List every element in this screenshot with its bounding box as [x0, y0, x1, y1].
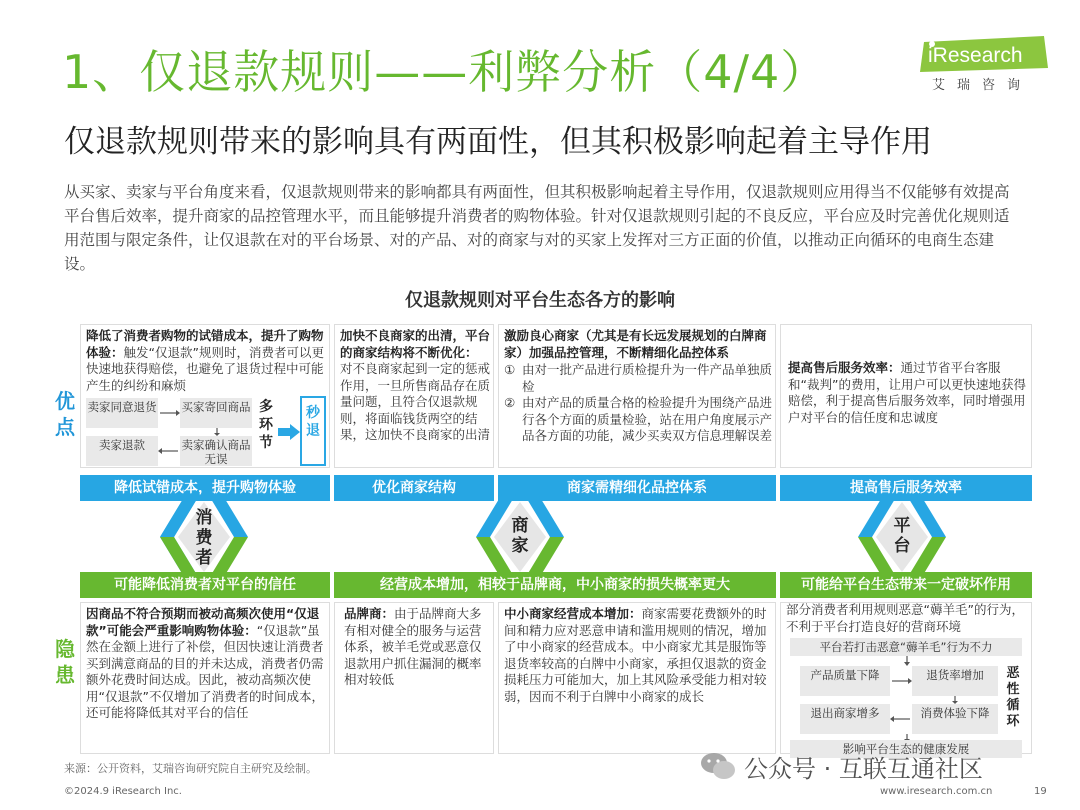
- pros-merchant-a-text: [340, 328, 490, 444]
- logo-subtitle: 艾瑞咨询: [932, 78, 1033, 93]
- cons-label: 隐患: [55, 637, 75, 687]
- role-merchant: 商家: [511, 516, 529, 556]
- pros-bar-merchant-quality: 商家需精细化品控体系: [498, 475, 776, 501]
- logo-text: iResearch: [928, 44, 1023, 67]
- instant-refund-badge: 秒退: [300, 396, 326, 466]
- down-arrow-icon: [902, 656, 912, 666]
- platform-risk-banner: 平台若打击恶意“薅羊毛”行为不力: [790, 638, 1022, 656]
- copyright: ©2024.9 iResearch Inc.: [64, 786, 182, 797]
- pros-merchant-a-body: 对不良商家起到一定的惩戒作用，一旦所售商品存在质量问题，且符合仅退款规则，将面临钱货两空的结果，这加快不良商家的出清: [340, 361, 491, 442]
- pros-platform-body: 通过节省平台客服和“裁判”的费用，让用户可以更快速地获得赔偿，利于提高售后服务效率，同时增强用户对平台的信任度和忠诚度: [788, 360, 1026, 425]
- diagram-box-seller-agree: 卖家同意退货: [86, 398, 158, 428]
- watermark-text: 公众号 · 互联互通社区: [744, 754, 983, 783]
- diagram-box-seller-refund: 卖家退款: [86, 436, 158, 466]
- pros-consumer-text: [86, 328, 324, 394]
- arrow-right-icon: [278, 424, 300, 440]
- cycle-box-quality-decline: 产品质量下降: [800, 666, 890, 696]
- cons-bar-consumer: 可能降低消费者对平台的信任: [80, 572, 330, 598]
- cons-sme-text: [504, 606, 770, 705]
- figure-title: 仅退款规则对平台生态各方的影响: [405, 290, 675, 311]
- pros-consumer-body: 触发“仅退款”规则时，消费者可以更快速地获得赔偿，也避免了退货过程中可能产生的纠纷和麻烦: [86, 344, 324, 393]
- diagram-box-seller-confirm: 卖家确认商品无误: [181, 438, 251, 466]
- pros-label: 优点: [55, 389, 75, 439]
- cycle-box-merchant-exit: 退出商家增多: [800, 704, 890, 734]
- page-number: 19: [1034, 786, 1047, 797]
- pros-platform-text: [788, 360, 1026, 426]
- cons-bar-platform: 可能给平台生态带来一定破坏作用: [780, 572, 1032, 598]
- cons-sme-body: 商家需要花费额外的时间和精力应对恶意申请和滥用规则的情况，增加了中小商家的经营成本。中小商家尤其是服饰等退货率较高的白牌中小商家，承担仅退款的资金损耗压力可能加大，加上其风险承受能力相对较弱，因而不利于白牌中小商家的成长: [504, 606, 767, 704]
- pros-merchant-b-text: [504, 328, 772, 445]
- cons-brand-text: [344, 606, 490, 689]
- role-platform: 平台: [893, 516, 911, 556]
- iresearch-logo: [918, 34, 1050, 96]
- diagram-arrows-icon: [158, 404, 180, 460]
- pros-consumer-head: 降低了消费者购物的试错成本，提升了购物体验：: [86, 328, 324, 360]
- watermark: [700, 744, 1050, 788]
- pros-merchant-b-head: 激励良心商家（尤其是有长远发展规划的白牌商家）加强品控管理，不断精细化品控体系: [504, 328, 767, 360]
- ecosystem-impact-banner: 影响平台生态的健康发展: [790, 740, 1022, 758]
- pros-platform-head: 提高售后服务效率：: [788, 360, 901, 375]
- role-consumer: 消费者: [195, 508, 213, 568]
- cons-consumer-body: “仅退款”虽然在金额上进行了补偿，但因快速让消费者买到满意商品的目的并未达成，消费者仍需额外花费时间达成。因此，被动高频次使用“仅退款”不仅增加了消费者的时间成本，还可能将降低其对平台的信任: [86, 622, 324, 720]
- pros-merchant-a-head: 加快不良商家的出清，平台的商家结构将不断优化：: [340, 328, 491, 360]
- cons-brand-head: 品牌商：: [344, 606, 395, 621]
- wechat-icon: [700, 751, 736, 781]
- pros-bar-consumer: 降低试错成本，提升购物体验: [80, 475, 330, 501]
- cons-consumer-head: 因商品不符合预期而被动高频次使用“仅退款”可能会严重影响购物体验：: [86, 606, 320, 638]
- source-note: 来源：公开资料，艾瑞咨询研究院自主研究及绘制。: [64, 762, 317, 775]
- website: www.iresearch.com.cn: [880, 786, 993, 797]
- cons-sme-head: 中小商家经营成本增加：: [504, 606, 642, 621]
- cons-consumer-text: [86, 606, 326, 722]
- pros-bar-platform: 提高售后服务效率: [780, 475, 1032, 501]
- diagram-down-arrow-icon: [212, 428, 222, 436]
- page-title: 1、仅退款规则——利弊分析（4/4）: [62, 45, 828, 99]
- vicious-cycle-label: 恶性循环: [1006, 666, 1020, 729]
- multi-step-label: 多环节: [259, 399, 273, 451]
- cycle-arrows-icon: [890, 672, 912, 730]
- page-subtitle: 仅退款规则带来的影响具有两面性，但其积极影响起着主导作用: [64, 124, 932, 160]
- cycle-box-experience-decline: 消费体验下降: [912, 704, 998, 734]
- intro-paragraph: 从买家、卖家与平台角度来看，仅退款规则带来的影响都具有两面性，但其积极影响起着主导作用，仅退款规则应用得当不仅能够有效提高平台售后效率，提升商家的品控管理水平，而且能够提升消费者的购物体验。针对仅退款规则引起的不良反应，平台应及时完善优化规则适用范围与限定条件，让仅退款在对的平台场景、对的产品、对的商家与对的买家上发挥对三方正面的价值，以推动正向循环的电商生态建设。: [64, 183, 1010, 273]
- cycle-down-arrow-icon: [950, 696, 960, 704]
- cons-platform-body: 部分消费者利用规则恶意“薅羊毛”的行为，不利于平台打造良好的营商环境: [786, 602, 1024, 634]
- cons-brand-body: 由于品牌商大多有相对健全的服务与运营体系，被羊毛党或恶意仅退款用户抓住漏洞的概率相对较低: [344, 606, 482, 687]
- pros-bar-merchant-structure: 优化商家结构: [334, 475, 494, 501]
- logo-badge-icon: [918, 34, 1050, 74]
- diagram-box-buyer-return: 买家寄回商品: [180, 398, 252, 428]
- cons-bar-merchant: 经营成本增加，相较于品牌商，中小商家的损失概率更大: [334, 572, 776, 598]
- list-item: ① 由对一批产品进行质检提升为一件产品单独质检: [504, 362, 773, 394]
- list-item: ② 由对产品的质量合格的检验提升为围绕产品进行各个方面的质量检验，站在用户角度展示产品各方面的功能，减少买卖双方信息理解误差: [504, 395, 773, 443]
- cycle-box-return-rate: 退货率增加: [912, 666, 998, 696]
